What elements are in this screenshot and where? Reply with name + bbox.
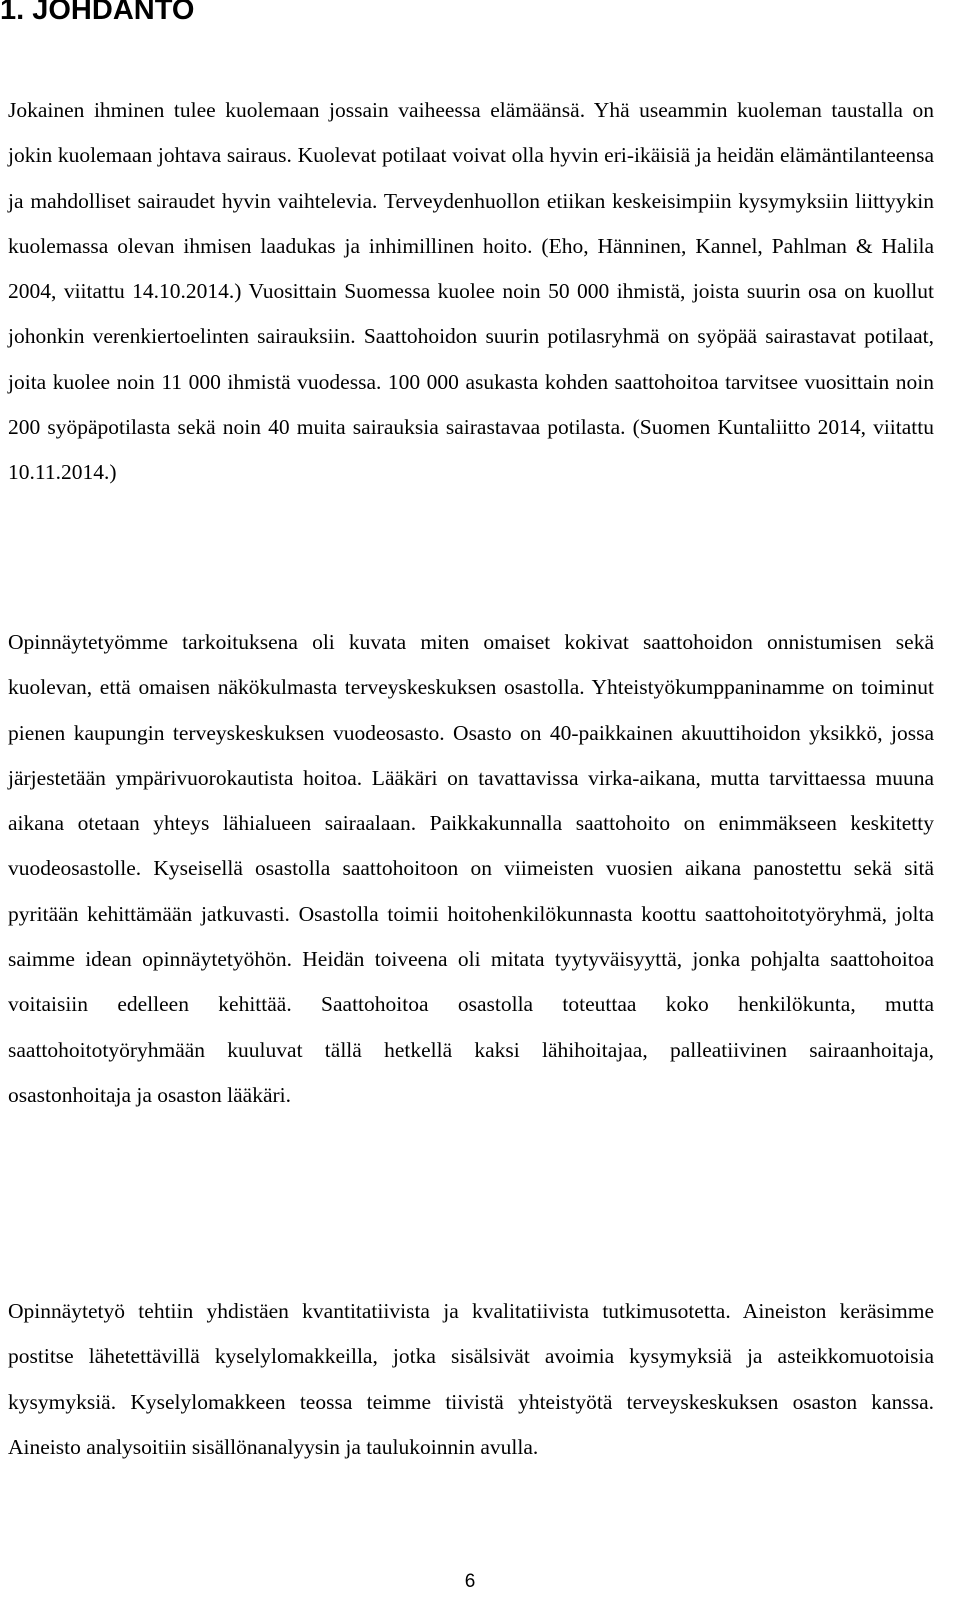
chapter-heading: 1. JOHDANTO bbox=[0, 0, 195, 26]
page-number: 6 bbox=[464, 1571, 476, 1592]
paragraph-introduction: Jokainen ihminen tulee kuolemaan jossain vaiheessa elämäänsä. Yhä useammin kuoleman taustalla on jokin kuolemaan johtava sairaus. Kuolevat potilaat voivat olla hyvin eri-ikäisiä ja heidän elämäntilanteensa ja mahdolliset sairaudet hyvin vaihtelevia. Terveydenhuollon etiikan keskeisimpiin kysymyksiin liittyykin kuolemassa olevan ihmisen laadukas ja inhimillinen hoito. (Eho, Hänninen, Kannel, Pahlman & Halila 2004, viitattu 14.10.2014.) Vuosittain Suomessa kuolee noin 50 000 ihmistä, joista suurin osa on kuollut johonkin verenkiertoelinten sairauksiin. Saattohoidon suurin potilasryhmä on syöpää sairastavat potilaat, joita kuolee noin 11 000 ihmistä vuodessa. 100 000 asukasta kohden saattohoitoa tarvitsee vuosittain noin 200 syöpäpotilasta sekä noin 40 muita sairauksia sairastavaa potilasta. (Suomen Kuntaliitto 2014, viitattu 10.11.2014.) bbox=[8, 98, 934, 485]
paragraph-thesis-purpose: Opinnäytetyömme tarkoituksena oli kuvata miten omaiset kokivat saattohoidon onnistumisen sekä kuolevan, että omaisen näkökulmasta terveyskeskuksen osastolla. Yhteistyökumppaninamme on toiminut pienen kaupungin terveyskeskuksen vuodeosasto. Osasto on 40-paikkainen akuuttihoidon yksikkö, jossa järjestetään ympärivuorokautista hoitoa. Lääkäri on tavattavissa virka-aikana, mutta tarvittaessa muuna aikana otetaan yhteys lähialueen sairaalaan. Paikkakunnalla saattohoito on enimmäkseen keskitetty vuodeosastolle. Kyseisellä osastolla saattohoitoon on viimeisten vuosien aikana panostettu sekä sitä pyritään kehittämään jatkuvasti. Osastolla toimii hoitohenkilökunnasta koottu saattohoitotyöryhmä, jolta saimme idean opinnäytetyöhön. Heidän toiveena oli mitata tyytyväisyyttä, jonka pohjalta saattohoitoa voitaisiin edelleen kehittää. Saattohoitoa osastolla toteuttaa koko henkilökunta, mutta saattohoitotyöryhmään kuuluvat tällä hetkellä kaksi lähihoitajaa, palleatiivinen sairaanhoitaja, osastonhoitaja ja osaston lääkäri. bbox=[8, 630, 934, 1107]
paragraph-methods: Opinnäytetyö tehtiin yhdistäen kvantitatiivista ja kvalitatiivista tutkimusotetta. Aineiston keräsimme postitse lähetettävillä kyselylomakkeilla, jotka sisälsivät avoimia kysymyksiä ja asteikkomuotoisia kysymyksiä. Kyselylomakkeen teossa teimme tiivistä yhteistyötä terveyskeskuksen osaston kanssa. Aineisto analysoitiin sisällönanalyysin ja taulukoinnin avulla. bbox=[8, 1299, 934, 1459]
